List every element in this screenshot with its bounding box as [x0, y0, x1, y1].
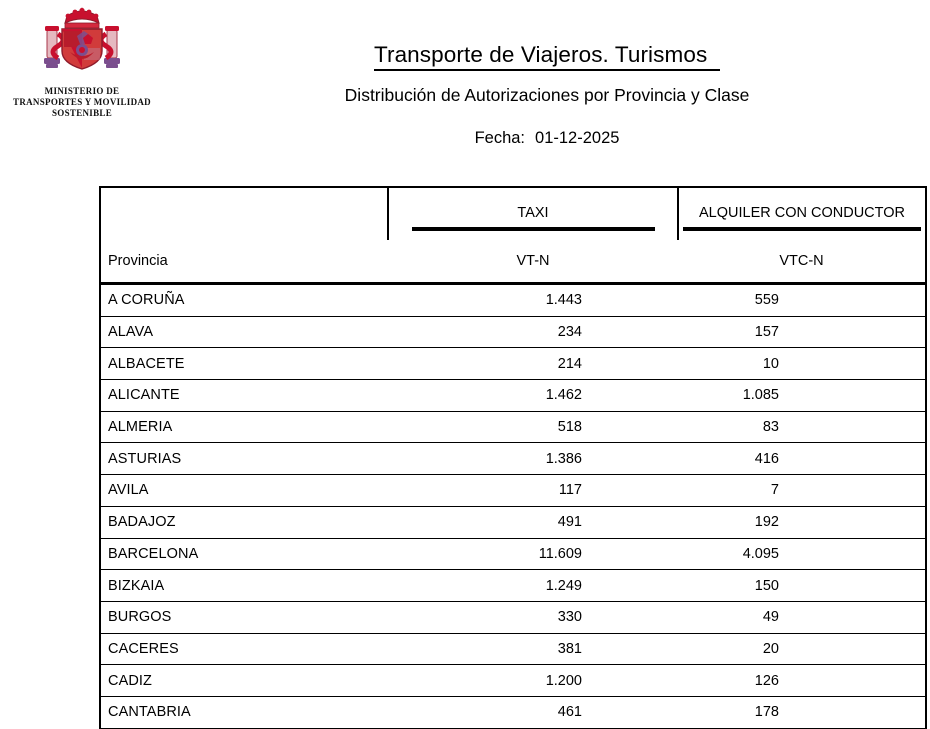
cell-vtn: 491 [388, 506, 678, 538]
group-header-taxi-rule [412, 227, 655, 231]
cell-provincia: CANTABRIA [100, 696, 388, 728]
table-row [100, 506, 926, 538]
ministry-branding [0, 4, 164, 119]
cell-vtcn: 192 [678, 506, 926, 538]
table-row [100, 348, 926, 380]
page-title-text: Transporte de Viajeros. Turismos [373, 42, 708, 67]
table-row [100, 570, 926, 602]
table-row [100, 665, 926, 697]
cell-vtcn: 416 [678, 443, 926, 475]
cell-provincia: BURGOS [100, 601, 388, 633]
group-header-taxi [388, 187, 678, 240]
cell-vtcn: 10 [678, 348, 926, 380]
cell-vtn: 518 [388, 411, 678, 443]
authorizations-table [99, 186, 927, 729]
table-column-header-row [100, 240, 926, 284]
cell-vtn: 11.609 [388, 538, 678, 570]
table-row [100, 633, 926, 665]
cell-vtn: 381 [388, 633, 678, 665]
ministry-line-3: SOSTENIBLE [51, 108, 113, 118]
cell-vtcn: 150 [678, 570, 926, 602]
cell-provincia: ALMERIA [100, 411, 388, 443]
table-row [100, 538, 926, 570]
ministry-line-1: MINISTERIO DE [44, 86, 120, 96]
table-row [100, 284, 926, 317]
group-header-vtc-rule [683, 227, 921, 231]
table-row [100, 443, 926, 475]
group-header-vtc [678, 187, 926, 240]
table-row [100, 411, 926, 443]
cell-vtn: 117 [388, 475, 678, 507]
table-row [100, 316, 926, 348]
cell-vtn: 1.249 [388, 570, 678, 602]
cell-vtcn: 157 [678, 316, 926, 348]
cell-vtn: 214 [388, 348, 678, 380]
cell-vtcn: 49 [678, 601, 926, 633]
cell-vtcn: 20 [678, 633, 926, 665]
report-date-value: 01-12-2025 [535, 129, 620, 147]
cell-vtn: 1.386 [388, 443, 678, 475]
page-header [0, 0, 930, 182]
cell-vtcn: 559 [678, 284, 926, 317]
group-header-vtc-label: ALQUILER CON CONDUCTOR [699, 205, 905, 221]
authorizations-table-wrapper [99, 186, 925, 729]
cell-provincia: A CORUÑA [100, 284, 388, 317]
cell-vtcn: 83 [678, 411, 926, 443]
table-body [100, 284, 926, 729]
table-row [100, 475, 926, 507]
table-row [100, 696, 926, 728]
page-title [164, 42, 930, 68]
table-row [100, 380, 926, 412]
cell-vtcn: 7 [678, 475, 926, 507]
cell-provincia: BARCELONA [100, 538, 388, 570]
cell-vtn: 234 [388, 316, 678, 348]
cell-provincia: CADIZ [100, 665, 388, 697]
report-date-label: Fecha: [474, 129, 526, 147]
cell-vtcn: 126 [678, 665, 926, 697]
cell-vtn: 1.443 [388, 284, 678, 317]
cell-vtn: 1.462 [388, 380, 678, 412]
report-date [164, 128, 930, 148]
cell-vtn: 1.200 [388, 665, 678, 697]
cell-provincia: ALBACETE [100, 348, 388, 380]
cell-provincia: ALICANTE [100, 380, 388, 412]
cell-vtn: 330 [388, 601, 678, 633]
column-header-vtn: VT-N [388, 240, 678, 284]
cell-provincia: ALAVA [100, 316, 388, 348]
column-header-vtcn: VTC-N [678, 240, 926, 284]
column-header-provincia: Provincia [100, 240, 388, 284]
page-subtitle: Distribución de Autorizaciones por Provincia y Clase [344, 85, 750, 105]
group-header-blank [100, 187, 388, 240]
cell-provincia: BADAJOZ [100, 506, 388, 538]
cell-provincia: BIZKAIA [100, 570, 388, 602]
group-header-taxi-label: TAXI [517, 205, 549, 221]
cell-provincia: ASTURIAS [100, 443, 388, 475]
cell-vtn: 461 [388, 696, 678, 728]
cell-vtcn: 178 [678, 696, 926, 728]
table-head [100, 187, 926, 284]
table-group-header-row [100, 187, 926, 240]
cell-provincia: CACERES [100, 633, 388, 665]
cell-vtcn: 1.085 [678, 380, 926, 412]
cell-vtcn: 4.095 [678, 538, 926, 570]
spanish-coat-of-arms-icon [34, 4, 130, 82]
cell-provincia: AVILA [100, 475, 388, 507]
document-titles [164, 0, 930, 148]
table-row [100, 601, 926, 633]
ministry-line-2: TRANSPORTES Y MOVILIDAD [13, 97, 151, 107]
